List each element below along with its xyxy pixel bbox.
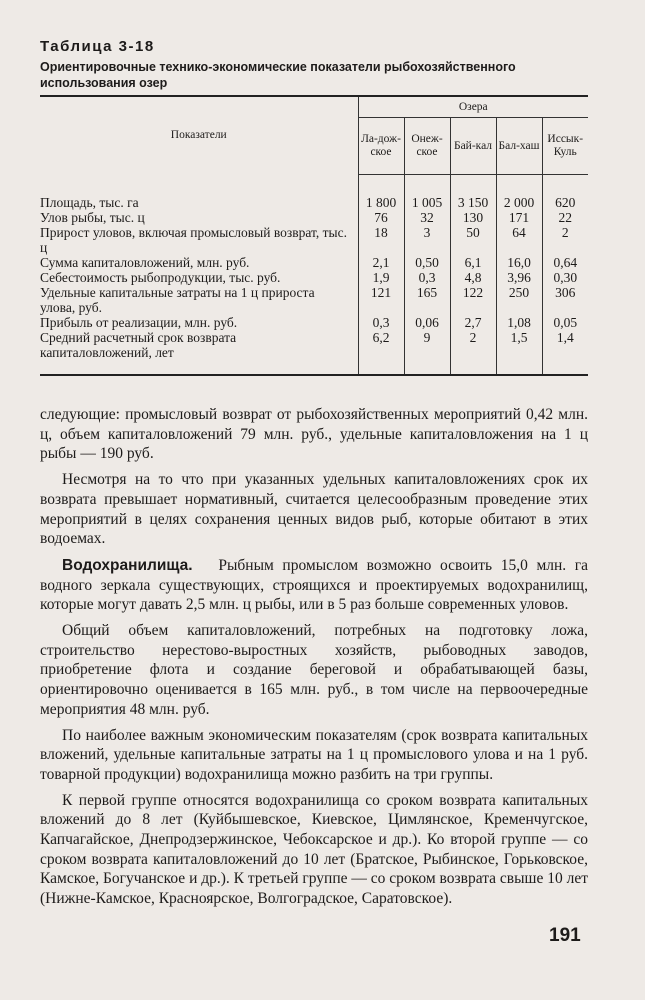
paragraph: К первой группе относятся водохранилища со сроком возврата капитальных вложений до 8 лет (Куйбышевское, Киевское, Цимлянское, Кременчугское, Капчагайское, Днепродзержинское, Чебоксарское и др.). Ко второй группе — со сроком возврата капиталовложений до 10 лет (Братское, Рыбинское, Горьковское, Камское, Богучанское и др.). К третьей группе — со сроком возврата свыше 10 лет (Нижне-Камское, Красноярское, Волгоградское, Саратовское). <box>40 791 588 908</box>
cell-value: 2 <box>561 225 569 240</box>
lake-header: Ла-дож-ское <box>358 118 404 175</box>
table-row <box>40 315 588 330</box>
cell-value: 1,4 <box>542 330 588 375</box>
page-number: 191 <box>549 925 581 946</box>
cell-value: 6,1 <box>450 255 496 270</box>
cell-value: 0,50 <box>404 255 450 270</box>
param-column-header: Показатели <box>40 96 358 175</box>
cell-value: 9 <box>404 330 450 375</box>
cell-value: 1,5 <box>496 330 542 375</box>
table-row <box>40 255 588 270</box>
cell-value: 0,64 <box>553 255 578 270</box>
cell-value: 2 <box>450 330 496 375</box>
cell-value: 0,3 <box>358 315 404 330</box>
table-row <box>40 210 588 225</box>
table-row <box>40 330 588 375</box>
paragraph: следующие: промысловый возврат от рыбохозяйственных мероприятий 0,42 млн. ц, объем капиталовложений 79 млн. руб., удельные капиталовложения на 1 ц рыбы — 190 руб. <box>40 406 588 463</box>
cell-value: 6,2 <box>358 330 404 375</box>
cell-value: 171 <box>496 210 542 225</box>
cell-value: 130 <box>450 210 496 225</box>
cell-value: 121 <box>358 285 404 315</box>
cell-value: 76 <box>358 210 404 225</box>
cell-value: 3,96 <box>496 270 542 285</box>
cell-value: 22 <box>558 210 572 225</box>
lake-header: Бай-кал <box>450 118 496 175</box>
cell-value: 122 <box>450 285 496 315</box>
cell-value: 2 000 <box>496 175 542 211</box>
table-title: Ориентировочные технико-экономические показатели рыбохозяйственного использования озер <box>40 60 516 90</box>
paragraph: По наиболее важным экономическим показателям (срок возврата капитальных вложений, удельные капитальные затраты на 1 ц промыслового улова и на 1 руб. товарной продукции) водохранилища можно разбить на три группы. <box>40 726 588 783</box>
row-name: Прирост уловов, включая промысловый возврат, тыс. ц <box>40 225 358 255</box>
row-name: Средний расчетный срок возврата капиталовложений, лет <box>40 330 358 375</box>
cell-value: 1 800 <box>358 175 404 211</box>
cell-value: 32 <box>404 210 450 225</box>
cell-value: 0,06 <box>404 315 450 330</box>
table-label: Таблица 3-18 <box>40 38 155 55</box>
cell-value: 3 150 <box>450 175 496 211</box>
indicators-table <box>40 95 588 376</box>
section-title: Водохранилища. <box>62 556 193 574</box>
cell-value: 250 <box>496 285 542 315</box>
cell-value: 0,05 <box>553 315 578 330</box>
lake-header: Онеж-ское <box>404 118 450 175</box>
lakes-group-header: Озера <box>358 96 588 118</box>
lake-header: Иссык-Куль <box>542 118 588 175</box>
cell-value: 1,08 <box>496 315 542 330</box>
row-name: Прибыль от реализации, млн. руб. <box>40 315 358 330</box>
table-row <box>40 225 588 255</box>
cell-value: 64 <box>496 225 542 255</box>
paragraph: Несмотря на то что при указанных удельных капиталовложениях срок их возврата превышает нормативный, считается целесообразным проведение этих мероприятий в целях сохранения ценных видов рыб, которые обитают в этих водоемах. <box>40 471 588 548</box>
lake-header: Бал-хаш <box>496 118 542 175</box>
cell-value: 306 <box>555 285 576 300</box>
body-text <box>40 405 588 909</box>
cell-value: 4,8 <box>450 270 496 285</box>
cell-value: 50 <box>450 225 496 255</box>
row-name: Площадь, тыс. га <box>40 175 358 211</box>
paragraph-text: Рыбным промыслом возможно освоить 15,0 млн. га водного зеркала существующих, строящихся и проектируемых водохранилищ, которые могут давать 2,5 млн. ц рыбы, или в 5 раз больше современных уловов. <box>40 556 588 614</box>
cell-value: 3 <box>404 225 450 255</box>
cell-value: 1 005 <box>404 175 450 211</box>
cell-value: 0,30 <box>553 270 578 285</box>
cell-value: 165 <box>404 285 450 315</box>
cell-value: 620 <box>555 195 576 210</box>
paragraph: Общий объем капиталовложений, потребных на подготовку ложа, строительство нерестово-выростных хозяйств, рыбоводных заводов, приобретение флота и создание береговой и обрабатывающей базы, ориентировочно оценивается в 165 млн. руб., в том числе на первоочередные мероприятия 48 млн. руб. <box>40 622 588 718</box>
table-row <box>40 270 588 285</box>
row-name: Улов рыбы, тыс. ц <box>40 210 358 225</box>
paragraph <box>40 556 588 615</box>
row-name: Сумма капиталовложений, млн. руб. <box>40 255 358 270</box>
row-name: Удельные капитальные затраты на 1 ц прироста улова, руб. <box>40 285 358 315</box>
table-row <box>40 285 588 315</box>
table-row <box>40 175 588 211</box>
cell-value: 0,3 <box>404 270 450 285</box>
cell-value: 16,0 <box>496 255 542 270</box>
cell-value: 2,1 <box>358 255 404 270</box>
cell-value: 1,9 <box>358 270 404 285</box>
cell-value: 2,7 <box>450 315 496 330</box>
cell-value: 18 <box>358 225 404 255</box>
row-name: Себестоимость рыбопродукции, тыс. руб. <box>40 270 358 285</box>
